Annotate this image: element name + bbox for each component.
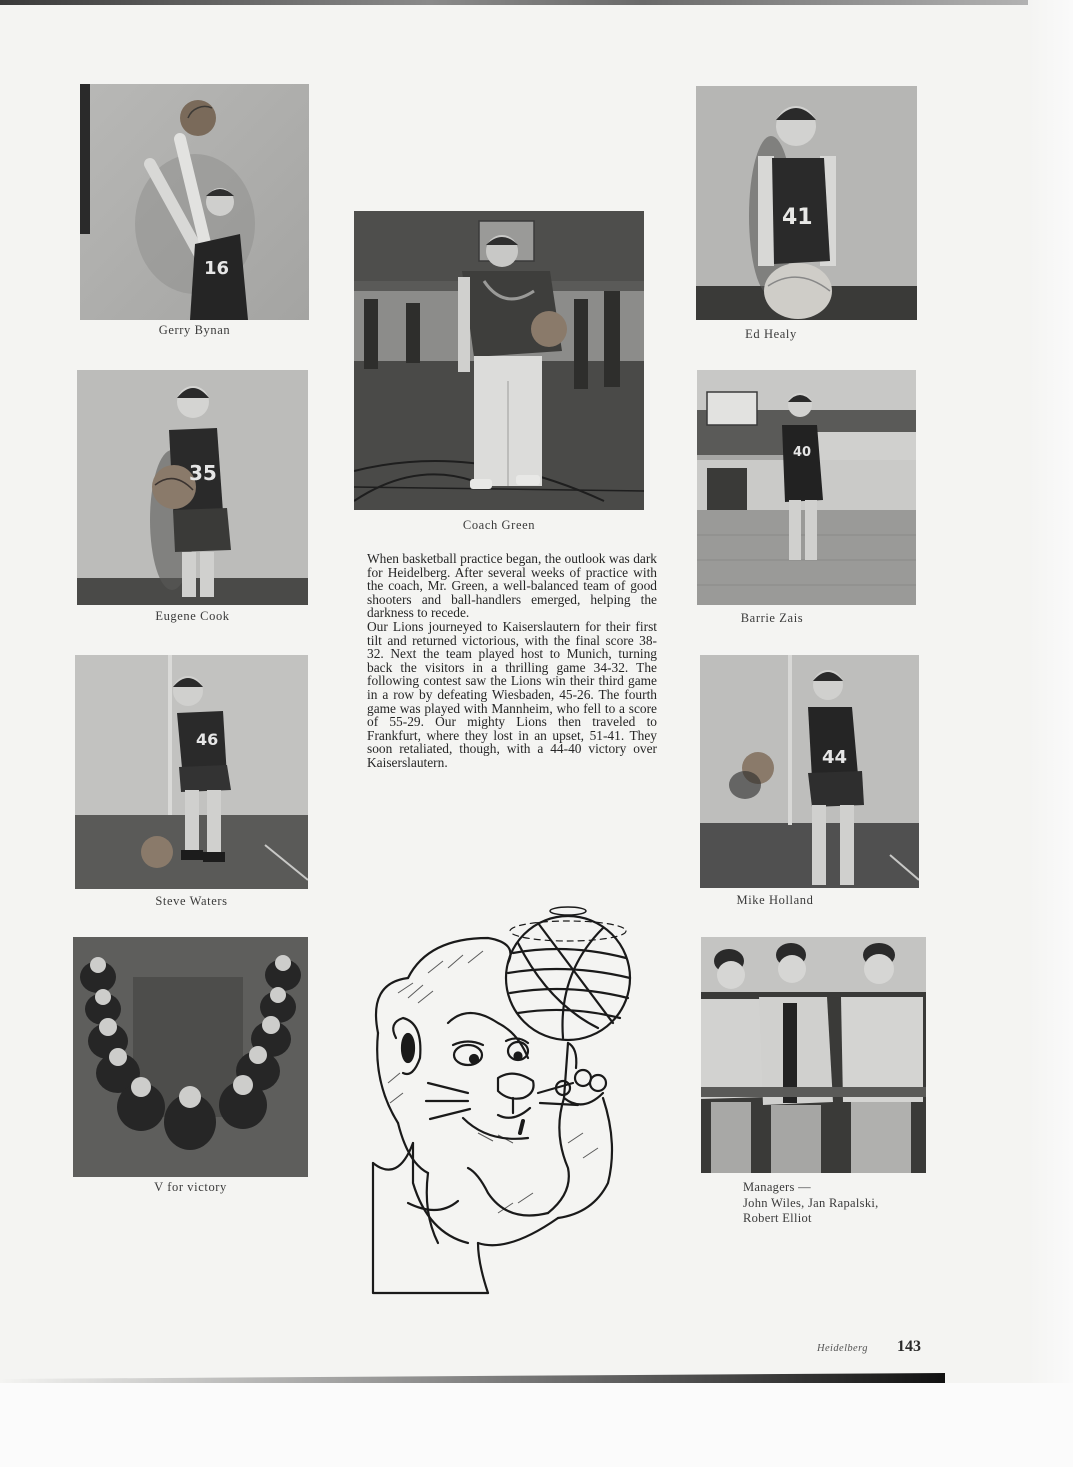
page-right-margin [1028, 0, 1073, 1467]
photo-mike-holland [700, 655, 919, 888]
caption-barrie-zais: Barrie Zais [740, 611, 804, 625]
photo-coach-green [354, 211, 644, 510]
jersey-number: 35 [189, 461, 217, 485]
footer-publication-name: Heidelberg [817, 1343, 868, 1354]
page-bottom-margin [0, 1383, 1073, 1467]
caption-eugene-cook: Eugene Cook [155, 609, 230, 623]
caption-ed-healy: Ed Healy [745, 327, 797, 341]
caption-managers [743, 1180, 879, 1227]
managers-caption-line-3: Robert Elliot [743, 1211, 812, 1225]
photo-gerry-bynan [80, 84, 309, 320]
jersey-number: 41 [782, 205, 813, 230]
managers-caption-line-1: Managers — [743, 1180, 811, 1194]
photo-v-for-victory [73, 937, 308, 1177]
lion-spinning-basketball-icon [368, 883, 658, 1298]
photo-barrie-zais [697, 370, 916, 605]
article-paragraph-2: Our Lions journeyed to Kaiserslautern for their first tilt and returned victorious, with the final score 38-32. Next the team played host to Munich, turning back the visitors in a thrilling game 34-32. The following contest saw the Lions win their third game in a row by defeating Wiesbaden, 45-26. The fourth game was played with Mannheim, who fell to a score of 55-29. Our mighty Lions then traveled to Frankfurt, where they lost in an upset, 51-41. They soon retaliated, though, with a 44-40 victory over Kaiserslautern. [367, 618, 657, 770]
jersey-number: 40 [793, 445, 812, 460]
page-number: 143 [897, 1338, 921, 1355]
caption-v-for-victory: V for victory [154, 1180, 227, 1194]
photo-eugene-cook [77, 370, 308, 605]
caption-mike-holland: Mike Holland [736, 893, 814, 907]
jersey-number: 16 [204, 258, 230, 279]
jersey-number: 44 [822, 747, 848, 768]
photo-managers [701, 937, 926, 1173]
managers-caption-line-2: John Wiles, Jan Rapalski, [743, 1195, 879, 1210]
article-body [367, 552, 657, 770]
jersey-number: 46 [196, 730, 219, 749]
photo-steve-waters [75, 655, 308, 889]
caption-steve-waters: Steve Waters [155, 894, 228, 908]
lion-mascot-illustration [368, 883, 658, 1298]
photo-ed-healy [696, 86, 917, 320]
page-bottom-edge [0, 1373, 945, 1383]
article-paragraph-1: When basketball practice began, the outlook was dark for Heidelberg. After several weeks of practice with the coach, Mr. Green, a well-balanced team of good shooters and ball-handlers emerged, helping the darkness to recede. [367, 551, 657, 621]
caption-coach-green: Coach Green [462, 518, 536, 532]
caption-gerry-bynan: Gerry Bynan [158, 323, 231, 337]
page-top-edge [0, 0, 1073, 5]
